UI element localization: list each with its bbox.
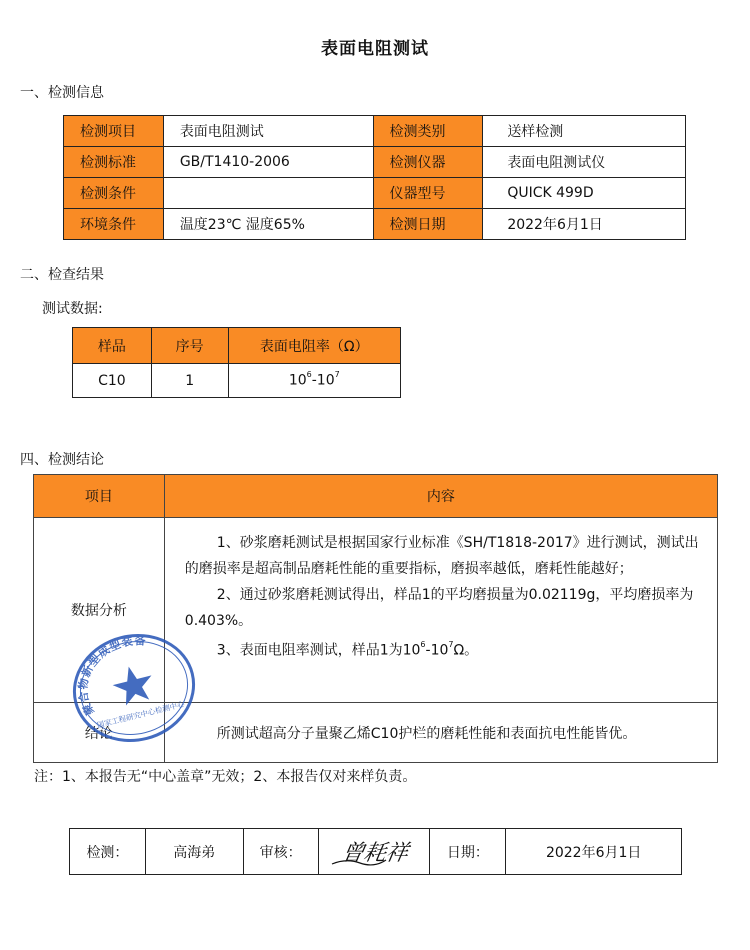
reviewer-label: 审核： [243,829,318,875]
para3-mid: -10 [425,642,449,659]
analysis-label: 数据分析 [34,518,165,703]
signature-row [70,829,682,875]
tester-name: 高海弟 [145,829,243,875]
stamp-ring-text: 聚合物新型成型装备 [76,634,147,718]
report-note: 注：1、本报告无“中心盖章”无效；2、本报告仅对来样负责。 [34,769,417,785]
info-label: 检测类别 [373,116,483,147]
column-header-index: 序号 [151,328,228,364]
info-label: 检测日期 [373,209,483,240]
info-table [63,115,686,240]
analysis-paragraph-2: 2、通过砂浆磨耗测试得出，样品1的平均磨损量为0.02119g，平均磨损率为0.403%。 [184,587,694,629]
data-table [72,327,401,398]
official-stamp-icon [68,628,200,748]
info-label: 检测项目 [64,116,164,147]
conclusion-text: 所测试超高分子量聚乙烯C10护栏的磨耗性能和表面抗电性能皆优。 [164,703,717,763]
conclusion-header-row [34,475,718,518]
analysis-content [164,518,717,703]
info-label: 检测条件 [64,178,164,209]
analysis-paragraph-1: 1、砂浆磨耗测试是根据国家行业标准《SH/T1818-2017》进行测试，测试出的磨损率是超高制品磨耗性能的重要指标，磨损率越低，磨耗性能越好； [184,535,699,577]
info-label: 检测仪器 [373,147,483,178]
column-header-content: 内容 [164,475,717,518]
info-row [64,209,686,240]
para3-suffix: Ω。 [453,642,479,659]
signature-glyphs: 曾耗祥 [339,839,411,866]
column-header-sample: 样品 [73,328,152,364]
stamp-inner-text: 国家工程研究中心检测中心 [95,699,186,730]
section-2-heading: 二、检查结果 [20,267,104,283]
column-header-resistivity: 表面电阻率（Ω） [228,328,400,364]
section-1-heading: 一、检测信息 [20,85,104,101]
para3-exponent-low: 6 [420,640,426,649]
resistivity-dash: -10 [311,372,335,389]
tester-label: 检测： [70,829,146,875]
conclusion-label: 结论 [34,703,165,763]
info-value: 表面电阻测试 [163,116,373,147]
cell-resistivity [228,364,400,398]
data-header-row [73,328,401,364]
column-header-item: 项目 [34,475,165,518]
section-4-heading: 四、检测结论 [20,452,104,468]
info-label: 环境条件 [64,209,164,240]
info-row [64,147,686,178]
cell-index: 1 [151,364,228,398]
cell-sample: C10 [73,364,152,398]
info-value: 2022年6月1日 [483,209,686,240]
info-label: 仪器型号 [373,178,483,209]
para3-exponent-high: 7 [448,640,454,649]
resistivity-exponent-high: 7 [334,370,340,380]
info-value: 表面电阻测试仪 [483,147,686,178]
data-row [73,364,401,398]
info-value: GB/T1410-2006 [163,147,373,178]
info-value: 温度23℃ 湿度65% [163,209,373,240]
resistivity-exponent-low: 6 [306,370,312,380]
date-value: 2022年6月1日 [506,829,682,875]
para3-prefix: 3、表面电阻率测试，样品1为10 [216,642,421,659]
info-label: 检测标准 [64,147,164,178]
info-value: 送样检测 [483,116,686,147]
document-title: 表面电阻测试 [321,39,429,59]
resistivity-base: 10 [288,372,307,389]
reviewer-signature [318,829,430,875]
signature-table [69,828,682,875]
info-row [64,116,686,147]
info-row [64,178,686,209]
info-value [163,178,373,209]
date-label: 日期： [430,829,506,875]
analysis-paragraph-3 [185,634,703,664]
test-data-subheading: 测试数据: [42,301,103,317]
info-value: QUICK 499D [483,178,686,209]
handwritten-signature-icon [326,830,422,870]
